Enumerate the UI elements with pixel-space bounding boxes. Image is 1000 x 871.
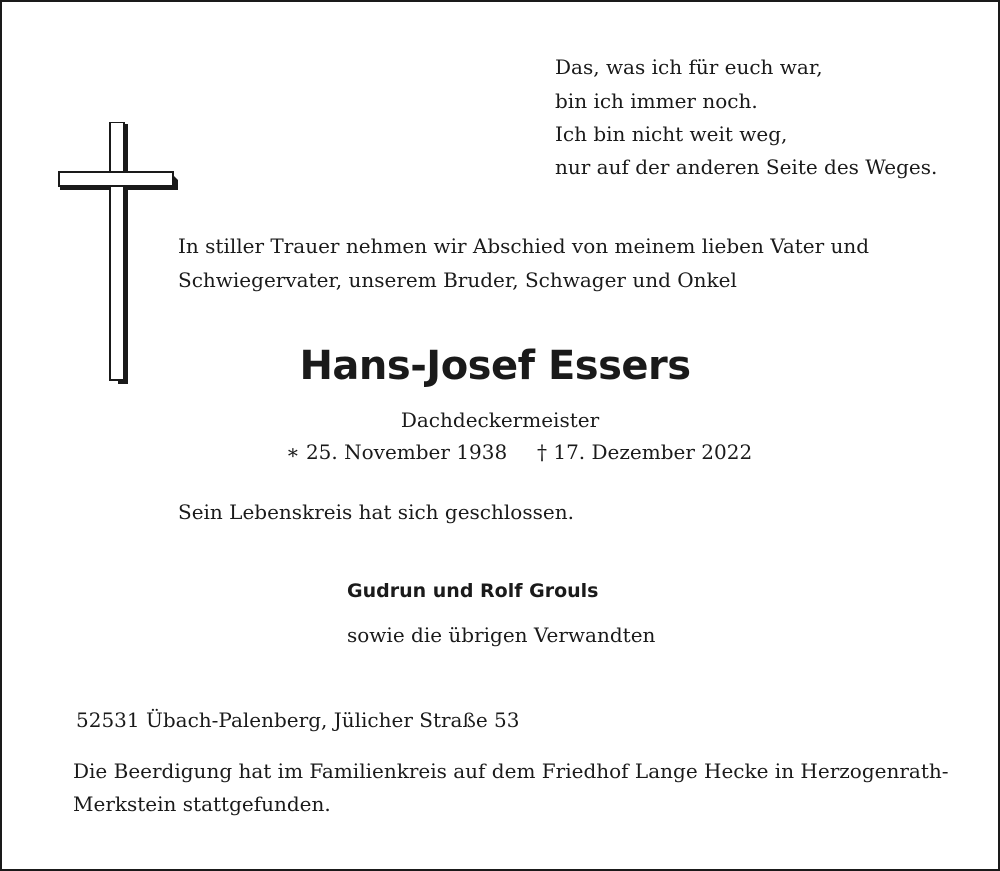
birth-date: ∗ 25. November 1938 <box>286 440 508 464</box>
funeral-note-line: Die Beerdigung hat im Familienkreis auf dem Friedhof Lange Hecke in Herzogenrath- <box>73 759 949 783</box>
funeral-note-line: Merkstein stattgefunden. <box>73 792 331 816</box>
poem-line: nur auf der anderen Seite des Weges. <box>555 155 938 179</box>
intro-line: Schwiegervater, unserem Bruder, Schwager und Onkel <box>178 268 737 292</box>
deceased-name: Hans-Josef Essers <box>299 343 691 389</box>
profession: Dachdeckermeister <box>400 408 600 432</box>
poem-line: Ich bin nicht weit weg, <box>555 122 788 146</box>
poem-line: bin ich immer noch. <box>555 89 758 113</box>
closing-line: Sein Lebenskreis hat sich geschlossen. <box>178 500 574 524</box>
mourner-names: Gudrun und Rolf Grouls <box>347 580 599 602</box>
death-date: † 17. Dezember 2022 <box>537 440 753 464</box>
poem-line: Das, was ich für euch war, <box>555 55 823 79</box>
address: 52531 Übach-Palenberg, Jülicher Straße 53 <box>76 708 520 732</box>
intro-line: In stiller Trauer nehmen wir Abschied von meinem lieben Vater und <box>178 234 870 258</box>
other-relatives: sowie die übrigen Verwandten <box>347 623 656 647</box>
